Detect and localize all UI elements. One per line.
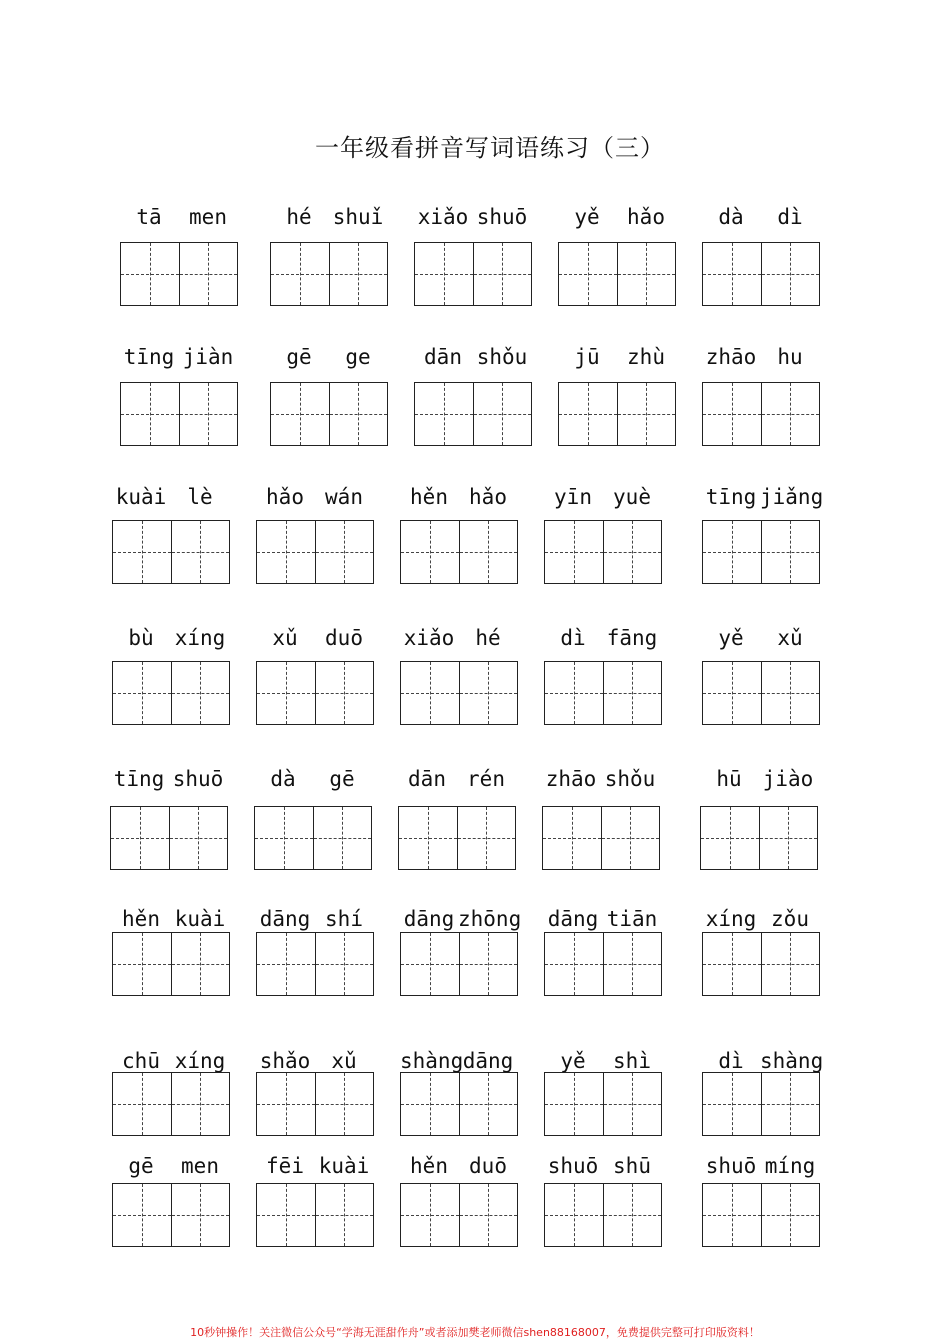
writing-grid[interactable] (542, 806, 660, 870)
writing-grid[interactable] (400, 661, 518, 725)
writing-grid[interactable] (544, 932, 662, 996)
tian-zi-box[interactable] (703, 383, 762, 445)
pinyin-syllable: xiǎo (403, 626, 455, 650)
word-item (256, 904, 374, 996)
word-item (270, 202, 388, 306)
writing-grid[interactable] (256, 1072, 374, 1136)
writing-grid[interactable] (112, 661, 230, 725)
writing-grid[interactable] (414, 382, 532, 446)
pinyin-syllable: hé (286, 205, 312, 229)
pinyin-syllable: xiǎo (417, 205, 469, 229)
word-item (112, 482, 230, 584)
pinyin-syllable: dì (560, 626, 586, 650)
pinyin-syllable: kuài (318, 1154, 370, 1178)
tian-zi-box[interactable] (458, 807, 516, 869)
pinyin-syllable: xíng (174, 626, 226, 650)
writing-grid[interactable] (558, 382, 676, 446)
pinyin-syllable: shí (325, 907, 363, 931)
pinyin-syllable: men (181, 1154, 219, 1178)
word-item (702, 623, 820, 725)
writing-grid[interactable] (544, 661, 662, 725)
writing-grid[interactable] (702, 661, 820, 725)
tian-zi-box[interactable] (415, 383, 474, 445)
pinyin-syllable: kuài (174, 907, 226, 931)
word-item (702, 1046, 824, 1136)
word-item (400, 1046, 518, 1136)
pinyin-syllable: jiàn (182, 345, 234, 369)
pinyin-syllable: tīng (705, 485, 757, 509)
pinyin-syllable: shuō (172, 767, 224, 791)
tian-zi-box[interactable] (316, 1184, 374, 1246)
tian-zi-box[interactable] (401, 1184, 460, 1246)
writing-grid[interactable] (256, 661, 374, 725)
tian-zi-box[interactable] (460, 933, 518, 995)
tian-zi-box[interactable] (703, 662, 762, 724)
tian-zi-box[interactable] (111, 807, 170, 869)
tian-zi-box[interactable] (271, 243, 330, 305)
tian-zi-box[interactable] (172, 1073, 230, 1135)
tian-zi-box[interactable] (401, 933, 460, 995)
writing-grid[interactable] (702, 1183, 820, 1247)
tian-zi-box[interactable] (316, 521, 374, 583)
word-item (558, 202, 676, 306)
pinyin-syllable: shuō (705, 1154, 757, 1178)
pinyin-syllable: xíng (174, 1049, 226, 1073)
pinyin-syllable: dāng (259, 907, 311, 931)
tian-zi-box[interactable] (762, 521, 820, 583)
word-item (256, 623, 374, 725)
tian-zi-box[interactable] (121, 243, 180, 305)
pinyin-syllable: hǎo (469, 485, 507, 509)
word-item (400, 623, 518, 725)
tian-zi-box[interactable] (401, 521, 460, 583)
word-item (256, 1151, 374, 1247)
tian-zi-box[interactable] (703, 1073, 762, 1135)
word-item (702, 202, 820, 306)
writing-grid[interactable] (112, 1183, 230, 1247)
tian-zi-box[interactable] (618, 383, 676, 445)
pinyin-syllable: dān (408, 767, 446, 791)
writing-grid[interactable] (400, 1072, 518, 1136)
tian-zi-box[interactable] (762, 243, 820, 305)
pinyin-syllable: dà (270, 767, 296, 791)
word-item (702, 342, 820, 446)
pinyin-syllable: shì (613, 1049, 651, 1073)
pinyin-syllable: xǔ (777, 626, 803, 650)
tian-zi-box[interactable] (271, 383, 330, 445)
tian-zi-box[interactable] (180, 383, 238, 445)
tian-zi-box[interactable] (121, 383, 180, 445)
pinyin-syllable: duō (469, 1154, 507, 1178)
tian-zi-box[interactable] (180, 243, 238, 305)
page-title: 一年级看拼音写词语练习（三） (315, 134, 665, 162)
writing-grid[interactable] (112, 1072, 230, 1136)
pinyin-syllable: yě (574, 205, 600, 229)
pinyin-syllable: hu (777, 345, 803, 369)
writing-grid[interactable] (702, 242, 820, 306)
pinyin-syllable: shàng (400, 1049, 464, 1073)
writing-grid[interactable] (112, 932, 230, 996)
pinyin-syllable: míng (764, 1154, 816, 1178)
pinyin-syllable: hǎo (627, 205, 665, 229)
pinyin-syllable: rén (467, 767, 505, 791)
writing-grid[interactable] (120, 242, 238, 306)
pinyin-syllable: shuō (547, 1154, 599, 1178)
pinyin-syllable: dān (424, 345, 462, 369)
tian-zi-box[interactable] (460, 1073, 518, 1135)
word-item (400, 482, 518, 584)
tian-zi-box[interactable] (602, 807, 660, 869)
tian-zi-box[interactable] (545, 1184, 604, 1246)
pinyin-syllable: gē (286, 345, 312, 369)
tian-zi-box[interactable] (316, 662, 374, 724)
tian-zi-box[interactable] (703, 1184, 762, 1246)
pinyin-syllable: ge (345, 345, 371, 369)
writing-grid[interactable] (414, 242, 532, 306)
pinyin-syllable: gē (128, 1154, 154, 1178)
pinyin-syllable: zhāo (545, 767, 597, 791)
pinyin-syllable: jū (574, 345, 600, 369)
tian-zi-box[interactable] (172, 933, 230, 995)
pinyin-syllable: hěn (122, 907, 160, 931)
tian-zi-box[interactable] (316, 1073, 374, 1135)
writing-grid[interactable] (544, 520, 662, 584)
word-item (112, 1046, 230, 1136)
word-item (702, 482, 824, 584)
writing-grid[interactable] (700, 806, 818, 870)
tian-zi-box[interactable] (330, 243, 388, 305)
word-item (542, 764, 660, 870)
writing-grid[interactable] (256, 932, 374, 996)
tian-zi-box[interactable] (604, 521, 662, 583)
word-item (398, 764, 516, 870)
tian-zi-box[interactable] (460, 662, 518, 724)
writing-grid[interactable] (702, 932, 820, 996)
tian-zi-box[interactable] (257, 933, 316, 995)
tian-zi-box[interactable] (703, 933, 762, 995)
tian-zi-box[interactable] (604, 1073, 662, 1135)
pinyin-syllable: dāng (547, 907, 599, 931)
pinyin-syllable: yīn (554, 485, 592, 509)
tian-zi-box[interactable] (762, 1184, 820, 1246)
word-item (414, 202, 532, 306)
pinyin-syllable: hěn (410, 1154, 448, 1178)
pinyin-syllable: shuō (476, 205, 528, 229)
writing-grid[interactable] (558, 242, 676, 306)
pinyin-syllable: dà (718, 205, 744, 229)
word-item (400, 1151, 518, 1247)
tian-zi-box[interactable] (559, 383, 618, 445)
writing-grid[interactable] (400, 520, 518, 584)
tian-zi-box[interactable] (545, 521, 604, 583)
pinyin-syllable: hū (716, 767, 742, 791)
writing-grid[interactable] (544, 1183, 662, 1247)
pinyin-syllable: tīng (123, 345, 175, 369)
tian-zi-box[interactable] (559, 243, 618, 305)
pinyin-syllable: dì (718, 1049, 744, 1073)
tian-zi-box[interactable] (460, 521, 518, 583)
tian-zi-box[interactable] (460, 1184, 518, 1246)
tian-zi-box[interactable] (113, 662, 172, 724)
pinyin-syllable: shū (613, 1154, 651, 1178)
pinyin-syllable: xǔ (331, 1049, 357, 1073)
tian-zi-box[interactable] (762, 383, 820, 445)
tian-zi-box[interactable] (703, 243, 762, 305)
writing-grid[interactable] (702, 382, 820, 446)
pinyin-syllable: zhōng (458, 907, 522, 931)
pinyin-syllable: men (189, 205, 227, 229)
word-item (112, 623, 230, 725)
writing-grid[interactable] (544, 1072, 662, 1136)
pinyin-syllable: dì (777, 205, 803, 229)
pinyin-syllable: tā (136, 205, 162, 229)
pinyin-syllable: dāng (462, 1049, 514, 1073)
word-item (112, 904, 230, 996)
word-item (256, 482, 374, 584)
writing-grid[interactable] (120, 382, 238, 446)
writing-grid[interactable] (256, 520, 374, 584)
tian-zi-box[interactable] (545, 933, 604, 995)
pinyin-syllable: yě (560, 1049, 586, 1073)
writing-grid[interactable] (400, 932, 518, 996)
pinyin-syllable: xǔ (272, 626, 298, 650)
tian-zi-box[interactable] (401, 662, 460, 724)
tian-zi-box[interactable] (543, 807, 602, 869)
word-item (544, 904, 662, 996)
writing-grid[interactable] (398, 806, 516, 870)
pinyin-syllable: yě (718, 626, 744, 650)
pinyin-syllable: zǒu (771, 907, 809, 931)
pinyin-syllable: yuè (613, 485, 651, 509)
tian-zi-box[interactable] (316, 933, 374, 995)
tian-zi-box[interactable] (314, 807, 372, 869)
pinyin-syllable: zhāo (705, 345, 757, 369)
writing-grid[interactable] (702, 520, 820, 584)
tian-zi-box[interactable] (604, 1184, 662, 1246)
word-item (700, 764, 818, 870)
writing-grid[interactable] (270, 382, 388, 446)
word-item (702, 904, 820, 996)
tian-zi-box[interactable] (618, 243, 676, 305)
pinyin-syllable: shǎo (259, 1049, 311, 1073)
tian-zi-box[interactable] (762, 1073, 820, 1135)
word-item (254, 764, 372, 870)
word-item (544, 623, 662, 725)
word-item (544, 1151, 662, 1247)
pinyin-syllable: hé (475, 626, 501, 650)
tian-zi-box[interactable] (257, 521, 316, 583)
tian-zi-box[interactable] (604, 933, 662, 995)
tian-zi-box[interactable] (113, 1184, 172, 1246)
pinyin-syllable: xíng (705, 907, 757, 931)
tian-zi-box[interactable] (255, 807, 314, 869)
pinyin-syllable: lè (187, 485, 213, 509)
tian-zi-box[interactable] (401, 1073, 460, 1135)
tian-zi-box[interactable] (604, 662, 662, 724)
tian-zi-box[interactable] (545, 662, 604, 724)
pinyin-syllable: shuǐ (332, 205, 384, 229)
word-item (256, 1046, 374, 1136)
tian-zi-box[interactable] (330, 383, 388, 445)
pinyin-syllable: dāng (403, 907, 455, 931)
pinyin-syllable: fāng (606, 626, 658, 650)
pinyin-syllable: hǎo (266, 485, 304, 509)
writing-grid[interactable] (270, 242, 388, 306)
tian-zi-box[interactable] (474, 383, 532, 445)
tian-zi-box[interactable] (172, 521, 230, 583)
word-item (120, 202, 238, 306)
tian-zi-box[interactable] (474, 243, 532, 305)
pinyin-syllable: hěn (410, 485, 448, 509)
tian-zi-box[interactable] (257, 1184, 316, 1246)
pinyin-syllable: fēi (266, 1154, 304, 1178)
tian-zi-box[interactable] (545, 1073, 604, 1135)
tian-zi-box[interactable] (172, 662, 230, 724)
word-item (110, 764, 228, 870)
tian-zi-box[interactable] (701, 807, 760, 869)
pinyin-syllable: jiào (762, 767, 814, 791)
word-item (270, 342, 388, 446)
word-item (558, 342, 676, 446)
tian-zi-box[interactable] (172, 1184, 230, 1246)
pinyin-syllable: zhù (627, 345, 665, 369)
tian-zi-box[interactable] (399, 807, 458, 869)
tian-zi-box[interactable] (113, 521, 172, 583)
writing-grid[interactable] (112, 520, 230, 584)
pinyin-syllable: chū (122, 1049, 160, 1073)
tian-zi-box[interactable] (170, 807, 228, 869)
pinyin-syllable: shǒu (476, 345, 528, 369)
tian-zi-box[interactable] (113, 1073, 172, 1135)
word-item (544, 1046, 662, 1136)
writing-grid[interactable] (254, 806, 372, 870)
pinyin-syllable: jiǎng (760, 485, 824, 509)
tian-zi-box[interactable] (762, 933, 820, 995)
pinyin-syllable: wán (325, 485, 363, 509)
tian-zi-box[interactable] (415, 243, 474, 305)
writing-grid[interactable] (110, 806, 228, 870)
word-item (400, 904, 522, 996)
pinyin-syllable: duō (325, 626, 363, 650)
pinyin-syllable: shǒu (604, 767, 656, 791)
tian-zi-box[interactable] (762, 662, 820, 724)
pinyin-syllable: bù (128, 626, 154, 650)
tian-zi-box[interactable] (760, 807, 818, 869)
writing-grid[interactable] (400, 1183, 518, 1247)
writing-grid[interactable] (256, 1183, 374, 1247)
pinyin-syllable: kuài (115, 485, 167, 509)
footer-notice: 10秒钟操作！关注微信公众号“学海无涯甜作舟”或者添加樊老师微信shen88168007，免费提供完整可打印版资料！ (190, 1326, 760, 1339)
word-item (112, 1151, 230, 1247)
pinyin-syllable: tīng (113, 767, 165, 791)
pinyin-syllable: tiān (606, 907, 658, 931)
word-item (120, 342, 238, 446)
pinyin-syllable: gē (329, 767, 355, 791)
writing-grid[interactable] (702, 1072, 820, 1136)
word-item (544, 482, 662, 584)
tian-zi-box[interactable] (257, 1073, 316, 1135)
pinyin-syllable: shàng (760, 1049, 824, 1073)
tian-zi-box[interactable] (113, 933, 172, 995)
word-item (414, 342, 532, 446)
tian-zi-box[interactable] (703, 521, 762, 583)
word-item (702, 1151, 820, 1247)
tian-zi-box[interactable] (257, 662, 316, 724)
